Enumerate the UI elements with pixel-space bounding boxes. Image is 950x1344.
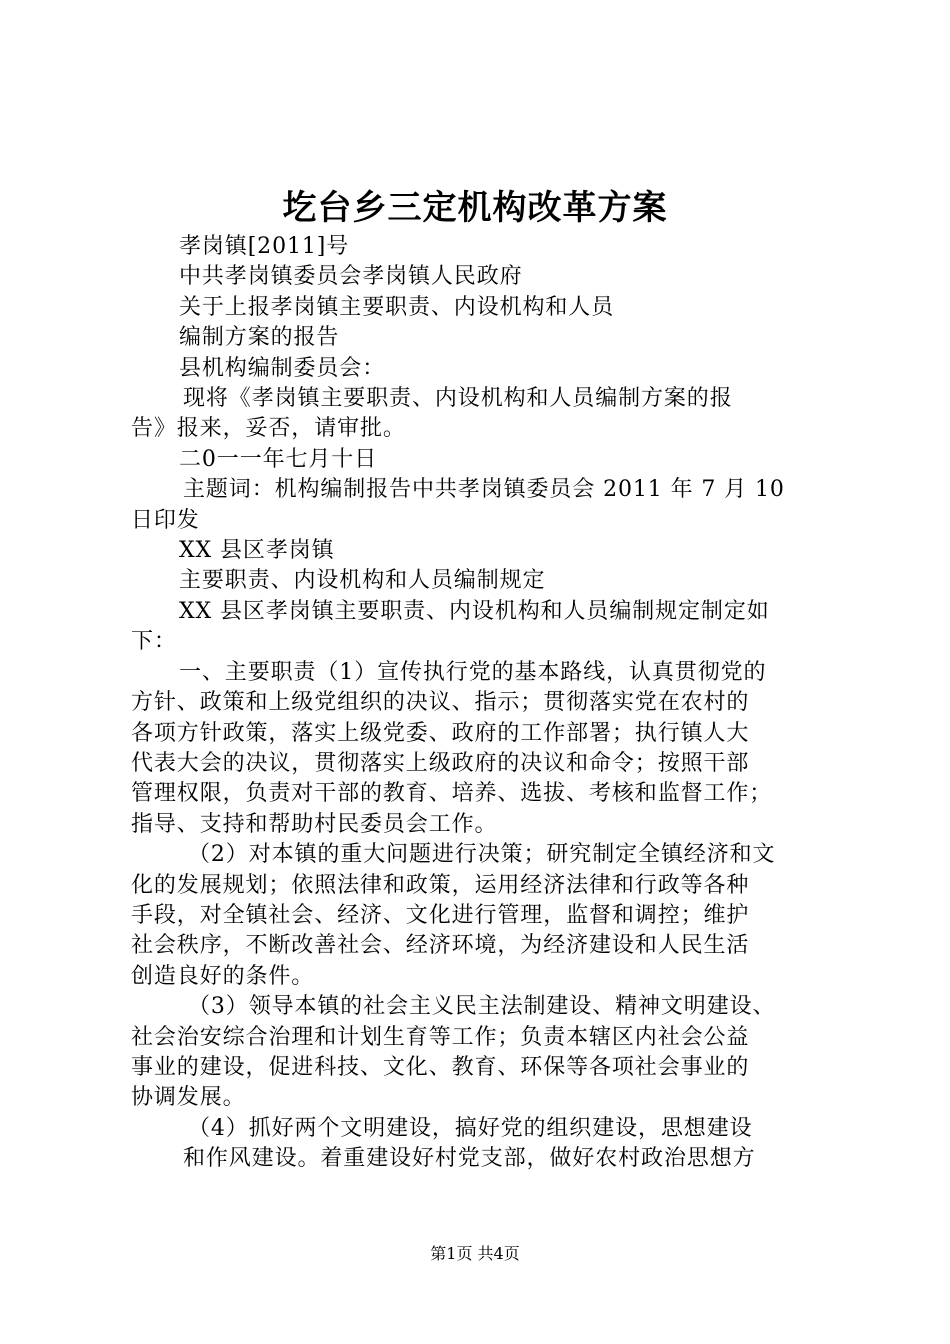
doc-number-line: 孝岗镇[2011]号 — [179, 234, 350, 259]
document-body — [131, 232, 831, 1175]
paragraph-line: 社会治安综合治理和计划生育等工作；负责本辖区内社会公益 — [131, 1024, 750, 1050]
paragraph-line: 创造良好的条件。 — [131, 963, 315, 989]
paragraph-line: 各项方针政策，落实上级党委、政府的工作部署；执行镇人大 — [131, 720, 750, 746]
paragraph-line: 一、主要职责（1）宣传执行党的基本路线，认真贯彻党的 — [179, 659, 767, 685]
paragraph-line: 代表大会的决议，贯彻落实上级政府的决议和命令；按照干部 — [131, 750, 750, 776]
keywords-line: 日印发 — [131, 507, 200, 533]
date-line: 二0一一年七月十日 — [179, 446, 378, 472]
issuer-line: 中共孝岗镇委员会孝岗镇人民政府 — [179, 264, 523, 290]
document-title: 圪台乡三定机构改革方案 — [282, 188, 668, 228]
heading-line: XX 县区孝岗镇 — [179, 538, 335, 564]
page-number: 第1页 共4页 — [430, 1244, 520, 1263]
subject-line-2: 编制方案的报告 — [179, 325, 340, 351]
paragraph-line: 管理权限，负责对干部的教育、培养、选拔、考核和监督工作； — [131, 781, 773, 807]
paragraph-line: （4）抓好两个文明建设，搞好党的组织建设，思想建设 — [188, 1115, 753, 1141]
paragraph-line: （2）对本镇的重大问题进行决策；研究制定全镇经济和文 — [188, 842, 776, 868]
paragraph-line: 下： — [131, 629, 177, 655]
recipient-line: 县机构编制委员会： — [179, 355, 386, 381]
paragraph-line: 社会秩序，不断改善社会、经济环境，为经济建设和人民生活 — [131, 933, 750, 959]
paragraph-line: 现将《孝岗镇主要职责、内设机构和人员编制方案的报 — [183, 386, 733, 412]
paragraph-line: 和作风建设。着重建设好村党支部，做好农村政治思想方 — [183, 1146, 756, 1172]
paragraph-line: 化的发展规划；依照法律和政策，运用经济法律和行政等各种 — [131, 872, 750, 898]
paragraph-line: 协调发展。 — [131, 1085, 246, 1111]
paragraph-line: 事业的建设，促进科技、文化、教育、环保等各项社会事业的 — [131, 1054, 750, 1080]
keywords-line: 主题词：机构编制报告中共孝岗镇委员会 2011 年 7 月 10 — [183, 477, 785, 503]
heading-line: 主要职责、内设机构和人员编制规定 — [179, 568, 546, 594]
paragraph-line: 方针、政策和上级党组织的决议、指示；贯彻落实党在农村的 — [131, 690, 750, 716]
paragraph-line: XX 县区孝岗镇主要职责、内设机构和人员编制规定制定如 — [179, 598, 770, 624]
paragraph-line: 告》报来，妥否，请审批。 — [131, 416, 406, 442]
subject-line-1: 关于上报孝岗镇主要职责、内设机构和人员 — [179, 294, 615, 320]
paragraph-line: （3）领导本镇的社会主义民主法制建设、精神文明建设、 — [188, 994, 776, 1020]
paragraph-line: 指导、支持和帮助村民委员会工作。 — [131, 811, 498, 837]
paragraph-line: 手段，对全镇社会、经济、文化进行管理，监督和调控；维护 — [131, 902, 750, 928]
